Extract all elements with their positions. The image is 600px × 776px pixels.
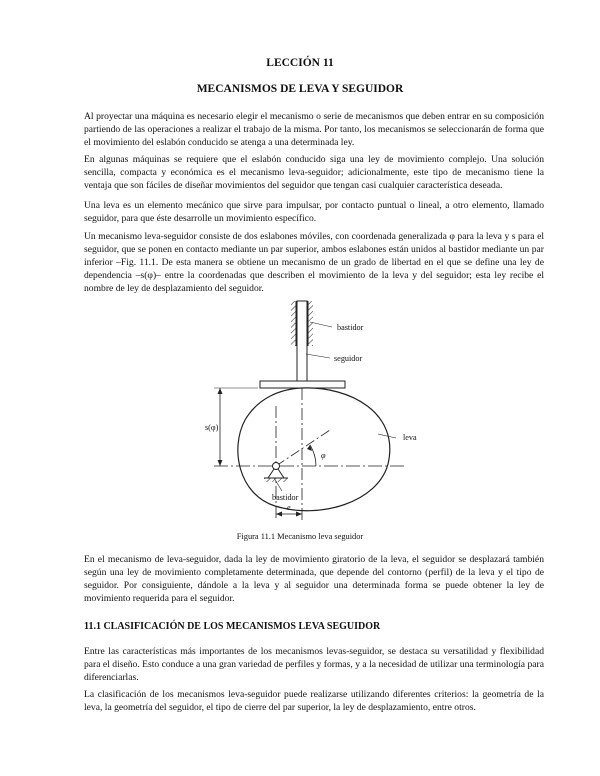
cam-profile	[238, 388, 390, 511]
label-bastidor-bottom: bastidor	[272, 493, 299, 502]
follower-stem	[297, 301, 307, 381]
lesson-title: LECCIÓN 11	[266, 57, 334, 69]
label-phi: φ	[321, 451, 326, 460]
label-seguidor: seguidor	[334, 354, 363, 363]
paragraph-5: En el mecanismo de leva-seguidor, dada la ley de movimiento giratorio de la leva, el seguidor se desplazará también según una ley de movimiento completamente determinada, que depende del contorno (perfil) de la leva y el tipo de seguidor. Por consiguiente, dándole a la leva y al seguidor una determinada forma se puede obtener la ley de movimiento requerida para el seguidor.	[84, 554, 544, 604]
paragraph-4: Un mecanismo leva-seguidor consiste de dos eslabones móviles, con coordenada generalizada φ para la leva y s para el seguidor, que se ponen en contacto mediante un par superior, ambos eslabones están unidos al bastidor mediante un par inferior –Fig. 11.1. De esta manera se obtiene un mecanismo de un grado de libertad en el que se define una ley de dependencia –s(φ)– entre la coordenadas que describen el movimiento de la leva y del seguidor; esta ley recibe el nombre de ley de desplazamiento del seguidor.	[84, 231, 544, 294]
label-e: e	[287, 503, 291, 512]
paragraph-7: La clasificación de los mecanismos leva-seguidor puede realizarse utilizando diferentes criterios: la geometría de la leva, la geometría del seguidor, el tipo de cierre del par superior, la ley de desplazamiento, entre otros.	[84, 689, 544, 713]
paragraph-3: Una leva es un elemento mecánico que sirve para impulsar, por contacto puntual o lineal, a otro elemento, llamado seguidor, para que éste desarrolle un movimiento específico.	[84, 200, 544, 224]
paragraph-1: Al proyectar una máquina es necesario elegir el mecanismo o serie de mecanismos que deben entrar en su composición partiendo de las operaciones a realizar el trabajo de la misma. Por tanto, los mecanismos se seleccionarán de forma que el movimiento del eslabón conducido se atenga a una determinada ley.	[84, 111, 544, 148]
figure-caption: Figura 11.1 Mecanismo leva seguidor	[236, 532, 364, 541]
label-leva: leva	[403, 433, 417, 442]
flat-follower	[260, 381, 345, 388]
paragraph-2: En algunas máquinas se requiere que el eslabón conducido siga una ley de movimiento complejo. Una solución sencilla, compacta y económica es el mecanismo leva-seguidor; adicionalmente, este tipo de mecanismo tiene la ventaja que son fáciles de diseñar movimientos del seguidor que tengan casi cualquier característica deseada.	[84, 154, 544, 191]
paragraph-6: Entre las características más importantes de los mecanismos levas-seguidor, se destaca su versatilidad y flexibilidad para el diseño. Esto conduce a una gran variedad de perfiles y formas, y a la necesidad de utilizar una terminología para diferenciarlas.	[84, 646, 544, 683]
label-bastidor-top: bastidor	[337, 323, 364, 332]
cam-follower-figure	[200, 288, 440, 524]
section-heading: 11.1 CLASIFICACIÓN DE LOS MECANISMOS LEVA SEGUIDOR	[84, 621, 381, 632]
main-title: MECANISMOS DE LEVA Y SEGUIDOR	[196, 83, 404, 95]
label-s-phi: s(φ)	[205, 423, 219, 432]
